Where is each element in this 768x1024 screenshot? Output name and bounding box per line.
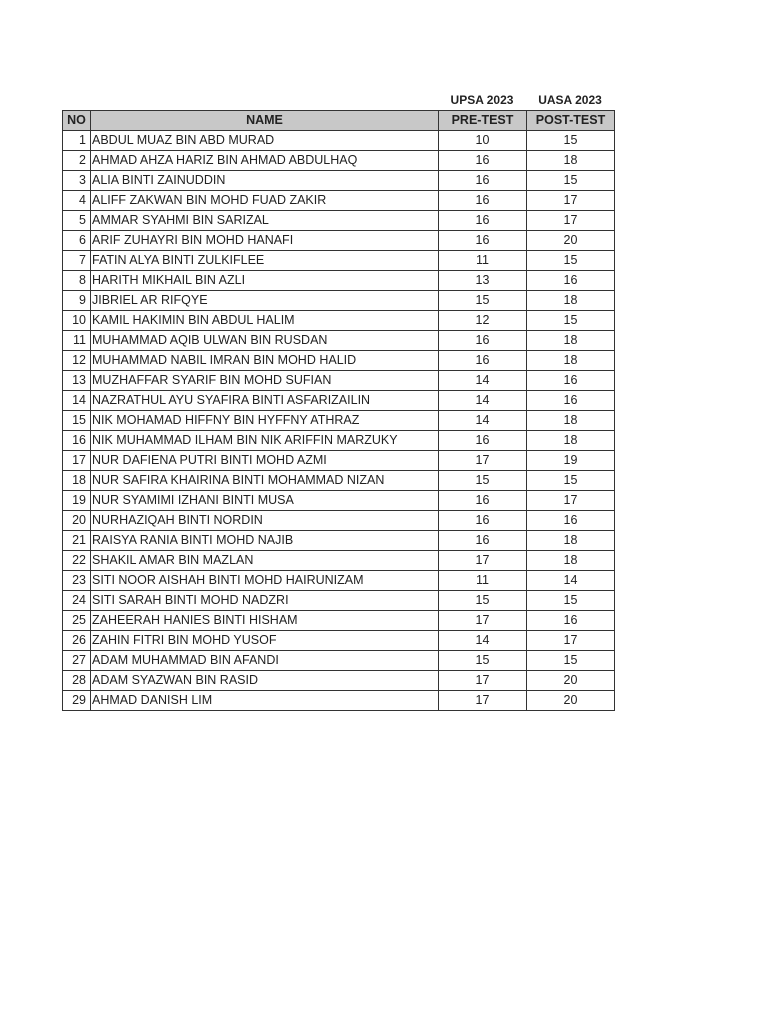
pre-test-score-cell: 14 — [439, 411, 527, 431]
row-number-cell: 28 — [63, 671, 91, 691]
table-row — [63, 331, 615, 351]
student-name-cell: NURHAZIQAH BINTI NORDIN — [91, 511, 439, 531]
student-name-cell: SHAKIL AMAR BIN MAZLAN — [91, 551, 439, 571]
student-name-cell: ADAM MUHAMMAD BIN AFANDI — [91, 651, 439, 671]
post-test-score-cell: 18 — [527, 331, 615, 351]
pre-test-score-cell: 17 — [439, 451, 527, 471]
student-name-cell: RAISYA RANIA BINTI MOHD NAJIB — [91, 531, 439, 551]
post-test-score-cell: 18 — [527, 351, 615, 371]
pre-test-score-cell: 15 — [439, 291, 527, 311]
row-number-cell: 24 — [63, 591, 91, 611]
post-test-score-cell: 15 — [527, 171, 615, 191]
pre-test-score-cell: 16 — [439, 331, 527, 351]
student-name-cell: NUR SAFIRA KHAIRINA BINTI MOHAMMAD NIZAN — [91, 471, 439, 491]
pre-test-score-cell: 11 — [439, 571, 527, 591]
row-number-cell: 21 — [63, 531, 91, 551]
table-row — [63, 411, 615, 431]
row-number-cell: 16 — [63, 431, 91, 451]
table-row — [63, 271, 615, 291]
post-test-score-cell: 16 — [527, 511, 615, 531]
score-table — [62, 110, 615, 711]
pre-test-score-cell: 16 — [439, 431, 527, 451]
table-row — [63, 251, 615, 271]
pre-test-score-cell: 16 — [439, 511, 527, 531]
pre-test-score-cell: 15 — [439, 591, 527, 611]
row-number-cell: 14 — [63, 391, 91, 411]
pre-test-score-cell: 16 — [439, 191, 527, 211]
student-name-cell: FATIN ALYA BINTI ZULKIFLEE — [91, 251, 439, 271]
student-name-cell: ALIFF ZAKWAN BIN MOHD FUAD ZAKIR — [91, 191, 439, 211]
pre-test-score-cell: 16 — [439, 171, 527, 191]
student-name-cell: MUHAMMAD AQIB ULWAN BIN RUSDAN — [91, 331, 439, 351]
student-name-cell: ALIA BINTI ZAINUDDIN — [91, 171, 439, 191]
student-name-cell: JIBRIEL AR RIFQYE — [91, 291, 439, 311]
pre-test-score-cell: 12 — [439, 311, 527, 331]
row-number-cell: 15 — [63, 411, 91, 431]
post-test-score-cell: 15 — [527, 591, 615, 611]
post-test-score-cell: 18 — [527, 431, 615, 451]
row-number-cell: 18 — [63, 471, 91, 491]
student-name-cell: MUZHAFFAR SYARIF BIN MOHD SUFIAN — [91, 371, 439, 391]
table-row — [63, 591, 615, 611]
pre-test-score-cell: 14 — [439, 371, 527, 391]
student-name-cell: AHMAD DANISH LIM — [91, 691, 439, 711]
student-name-cell: AHMAD AHZA HARIZ BIN AHMAD ABDULHAQ — [91, 151, 439, 171]
table-row — [63, 691, 615, 711]
post-test-score-cell: 15 — [527, 311, 615, 331]
pre-test-score-cell: 13 — [439, 271, 527, 291]
pre-test-score-cell: 16 — [439, 231, 527, 251]
post-test-score-cell: 18 — [527, 151, 615, 171]
table-row — [63, 231, 615, 251]
student-name-cell: SITI SARAH BINTI MOHD NADZRI — [91, 591, 439, 611]
pre-test-score-cell: 11 — [439, 251, 527, 271]
row-number-cell: 26 — [63, 631, 91, 651]
table-row — [63, 391, 615, 411]
no-column-header: NO — [63, 111, 91, 131]
row-number-cell: 2 — [63, 151, 91, 171]
row-number-cell: 25 — [63, 611, 91, 631]
post-test-score-cell: 19 — [527, 451, 615, 471]
post-test-score-cell: 16 — [527, 391, 615, 411]
post-test-score-cell: 16 — [527, 271, 615, 291]
pre-test-score-cell: 15 — [439, 651, 527, 671]
pre-test-score-cell: 17 — [439, 551, 527, 571]
table-row — [63, 571, 615, 591]
student-name-cell: ZAHIN FITRI BIN MOHD YUSOF — [91, 631, 439, 651]
row-number-cell: 17 — [63, 451, 91, 471]
post-test-score-cell: 16 — [527, 371, 615, 391]
table-row — [63, 131, 615, 151]
student-name-cell: NUR DAFIENA PUTRI BINTI MOHD AZMI — [91, 451, 439, 471]
table-row — [63, 311, 615, 331]
post-test-score-cell: 18 — [527, 291, 615, 311]
pre-test-score-cell: 16 — [439, 151, 527, 171]
row-number-cell: 9 — [63, 291, 91, 311]
pre-test-score-cell: 14 — [439, 391, 527, 411]
row-number-cell: 10 — [63, 311, 91, 331]
row-number-cell: 11 — [63, 331, 91, 351]
post-test-score-cell: 20 — [527, 691, 615, 711]
score-sheet — [62, 90, 615, 711]
student-name-cell: NIK MOHAMAD HIFFNY BIN HYFFNY ATHRAZ — [91, 411, 439, 431]
row-number-cell: 19 — [63, 491, 91, 511]
row-number-cell: 1 — [63, 131, 91, 151]
post-test-score-cell: 17 — [527, 211, 615, 231]
student-name-cell: SITI NOOR AISHAH BINTI MOHD HAIRUNIZAM — [91, 571, 439, 591]
post-test-score-cell: 20 — [527, 671, 615, 691]
pre-test-column-header: PRE-TEST — [439, 111, 527, 131]
row-number-cell: 27 — [63, 651, 91, 671]
student-name-cell: HARITH MIKHAIL BIN AZLI — [91, 271, 439, 291]
table-row — [63, 551, 615, 571]
row-number-cell: 8 — [63, 271, 91, 291]
table-row — [63, 651, 615, 671]
pre-test-score-cell: 16 — [439, 491, 527, 511]
table-row — [63, 451, 615, 471]
table-row — [63, 671, 615, 691]
row-number-cell: 12 — [63, 351, 91, 371]
table-row — [63, 431, 615, 451]
table-body — [63, 131, 615, 711]
post-test-score-cell: 20 — [527, 231, 615, 251]
table-row — [63, 511, 615, 531]
pre-test-score-cell: 15 — [439, 471, 527, 491]
pre-test-score-cell: 17 — [439, 611, 527, 631]
row-number-cell: 7 — [63, 251, 91, 271]
pre-test-score-cell: 14 — [439, 631, 527, 651]
student-name-cell: NAZRATHUL AYU SYAFIRA BINTI ASFARIZAILIN — [91, 391, 439, 411]
table-row — [63, 531, 615, 551]
table-row — [63, 351, 615, 371]
test-group-headers — [62, 90, 614, 110]
header-row — [63, 111, 615, 131]
table-row — [63, 631, 615, 651]
post-test-score-cell: 15 — [527, 251, 615, 271]
student-name-cell: ADAM SYAZWAN BIN RASID — [91, 671, 439, 691]
table-row — [63, 211, 615, 231]
row-number-cell: 20 — [63, 511, 91, 531]
table-row — [63, 291, 615, 311]
post-test-score-cell: 15 — [527, 131, 615, 151]
post-test-score-cell: 15 — [527, 651, 615, 671]
row-number-cell: 6 — [63, 231, 91, 251]
table-row — [63, 371, 615, 391]
post-test-score-cell: 17 — [527, 191, 615, 211]
pre-test-score-cell: 10 — [439, 131, 527, 151]
pre-test-score-cell: 17 — [439, 671, 527, 691]
student-name-cell: KAMIL HAKIMIN BIN ABDUL HALIM — [91, 311, 439, 331]
table-row — [63, 491, 615, 511]
uasa-group-header: UASA 2023 — [538, 93, 602, 107]
student-name-cell: ZAHEERAH HANIES BINTI HISHAM — [91, 611, 439, 631]
pre-test-score-cell: 16 — [439, 211, 527, 231]
row-number-cell: 13 — [63, 371, 91, 391]
student-name-cell: MUHAMMAD NABIL IMRAN BIN MOHD HALID — [91, 351, 439, 371]
post-test-score-cell: 15 — [527, 471, 615, 491]
table-row — [63, 611, 615, 631]
post-test-score-cell: 18 — [527, 531, 615, 551]
table-row — [63, 151, 615, 171]
post-test-score-cell: 18 — [527, 551, 615, 571]
student-name-cell: ABDUL MUAZ BIN ABD MURAD — [91, 131, 439, 151]
row-number-cell: 3 — [63, 171, 91, 191]
table-row — [63, 171, 615, 191]
table-row — [63, 471, 615, 491]
table-row — [63, 191, 615, 211]
student-name-cell: AMMAR SYAHMI BIN SARIZAL — [91, 211, 439, 231]
upsa-group-header: UPSA 2023 — [450, 93, 514, 107]
row-number-cell: 22 — [63, 551, 91, 571]
post-test-score-cell: 14 — [527, 571, 615, 591]
row-number-cell: 4 — [63, 191, 91, 211]
row-number-cell: 23 — [63, 571, 91, 591]
name-column-header: NAME — [91, 111, 439, 131]
student-name-cell: NUR SYAMIMI IZHANI BINTI MUSA — [91, 491, 439, 511]
student-name-cell: ARIF ZUHAYRI BIN MOHD HANAFI — [91, 231, 439, 251]
post-test-score-cell: 17 — [527, 491, 615, 511]
pre-test-score-cell: 16 — [439, 351, 527, 371]
post-test-score-cell: 18 — [527, 411, 615, 431]
pre-test-score-cell: 17 — [439, 691, 527, 711]
post-test-score-cell: 16 — [527, 611, 615, 631]
row-number-cell: 5 — [63, 211, 91, 231]
pre-test-score-cell: 16 — [439, 531, 527, 551]
row-number-cell: 29 — [63, 691, 91, 711]
post-test-score-cell: 17 — [527, 631, 615, 651]
student-name-cell: NIK MUHAMMAD ILHAM BIN NIK ARIFFIN MARZUKY — [91, 431, 439, 451]
post-test-column-header: POST-TEST — [527, 111, 615, 131]
